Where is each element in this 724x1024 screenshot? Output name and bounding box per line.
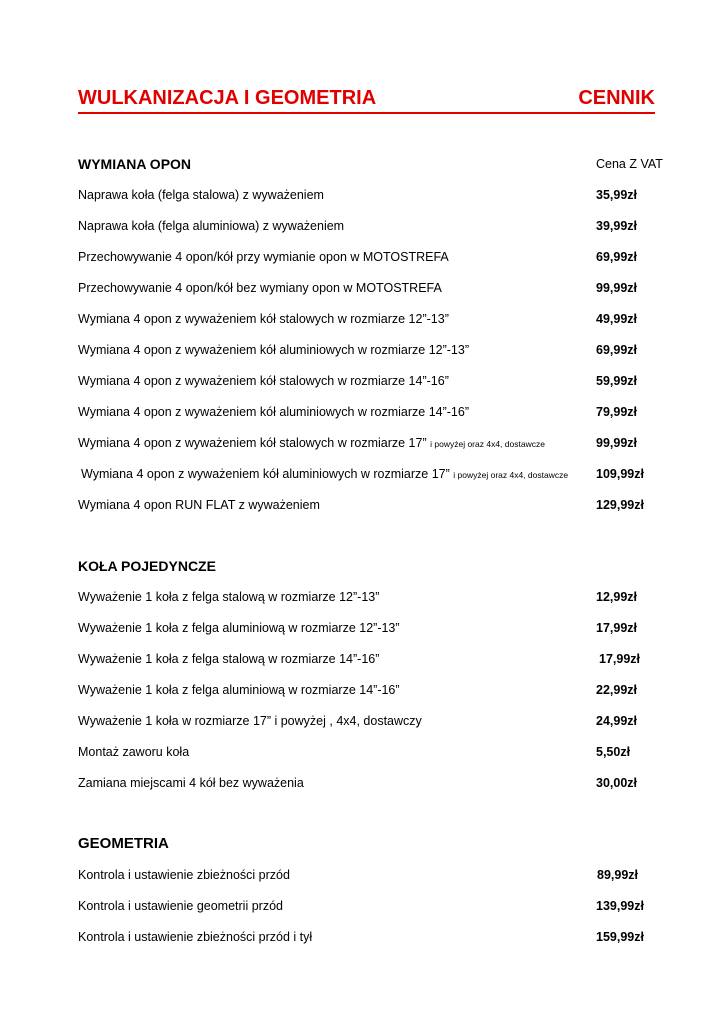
section-heading-kola: KOŁA POJEDYNCZE <box>78 558 216 574</box>
document-title <box>78 86 655 114</box>
price-row <box>78 496 658 514</box>
service-label: Wyważenie 1 koła z felga aluminiową w rozmiarze 12”-13” <box>78 621 400 635</box>
service-price: 17,99zł <box>596 621 638 635</box>
title-workshop: WULKANIZACJA I GEOMETRIA <box>78 87 377 109</box>
service-label-main: Wymiana 4 opon z wyważeniem kół aluminiowych w rozmiarze 17” <box>81 467 450 481</box>
service-price: 39,99zł <box>596 219 638 233</box>
price-row <box>78 279 658 297</box>
service-label: Wyważenie 1 koła z felga aluminiową w rozmiarze 14”-16” <box>78 683 400 697</box>
price-row <box>78 217 658 235</box>
price-row <box>78 743 658 761</box>
service-price: 69,99zł <box>596 250 638 264</box>
section-heading-wymiana: WYMIANA OPON <box>78 156 192 172</box>
service-price: 79,99zł <box>596 405 638 419</box>
section-heading-geometria: GEOMETRIA <box>78 835 169 852</box>
service-price: 69,99zł <box>596 343 638 357</box>
service-label: Montaż zaworu koła <box>78 745 190 759</box>
title-cennik: CENNIK <box>578 87 655 109</box>
price-row <box>78 403 658 421</box>
service-price: 24,99zł <box>596 714 638 728</box>
service-price: 109,99zł <box>596 467 644 481</box>
price-row <box>78 712 658 730</box>
service-label: Wymiana 4 opon z wyważeniem kół aluminiowych w rozmiarze 14”-16” <box>78 405 470 419</box>
price-row <box>78 372 658 390</box>
service-price: 22,99zł <box>596 683 638 697</box>
service-price: 49,99zł <box>596 312 638 326</box>
service-label: Kontrola i ustawienie zbieżności przód <box>78 868 290 882</box>
service-price: 30,00zł <box>596 776 638 790</box>
price-column-header: Cena Z VAT <box>596 157 663 171</box>
price-row <box>78 248 658 266</box>
service-price: 17,99zł <box>599 652 641 666</box>
service-label: Kontrola i ustawienie zbieżności przód i tył <box>78 930 313 944</box>
service-price: 139,99zł <box>596 899 644 913</box>
service-label: Wymiana 4 opon z wyważeniem kół stalowych w rozmiarze 12”-13” <box>78 312 449 326</box>
service-price: 159,99zł <box>596 930 644 944</box>
price-row <box>78 465 658 483</box>
service-price: 89,99zł <box>597 868 639 882</box>
service-price: 12,99zł <box>596 590 638 604</box>
service-price: 59,99zł <box>596 374 638 388</box>
service-label-main: Wymiana 4 opon z wyważeniem kół stalowych w rozmiarze 17” <box>78 436 427 450</box>
service-label-note: i powyżej oraz 4x4, dostawcze <box>430 439 545 449</box>
price-row <box>78 588 658 606</box>
service-label: Zamiana miejscami 4 kół bez wyważenia <box>78 776 304 790</box>
price-row <box>78 928 658 946</box>
price-row <box>78 897 658 915</box>
service-label: Wyważenie 1 koła z felga stalową w rozmiarze 14”-16” <box>78 652 380 666</box>
service-price: 5,50zł <box>596 745 631 759</box>
service-label: Wyważenie 1 koła w rozmiarze 17” i powyżej , 4x4, dostawczy <box>78 714 422 728</box>
service-label: Przechowywanie 4 opon/kół przy wymianie opon w MOTOSTREFA <box>78 250 449 264</box>
service-label-note: i powyżej oraz 4x4, dostawcze <box>453 470 569 480</box>
price-row <box>78 310 658 328</box>
service-label: Naprawa koła (felga aluminiowa) z wyważeniem <box>78 219 345 233</box>
service-label: Wyważenie 1 koła z felga stalową w rozmiarze 12”-13” <box>78 590 380 604</box>
price-row <box>78 774 658 792</box>
service-label: Naprawa koła (felga stalowa) z wyważeniem <box>78 188 324 202</box>
service-label: Kontrola i ustawienie geometrii przód <box>78 899 283 913</box>
service-label <box>78 434 545 453</box>
price-row <box>78 434 658 452</box>
price-row <box>78 341 658 359</box>
service-price: 129,99zł <box>596 498 644 512</box>
price-row <box>78 681 658 699</box>
service-label: Wymiana 4 opon z wyważeniem kół stalowych w rozmiarze 14”-16” <box>78 374 449 388</box>
service-price: 35,99zł <box>596 188 638 202</box>
service-label <box>81 465 568 484</box>
service-label: Wymiana 4 opon RUN FLAT z wyważeniem <box>78 498 320 512</box>
price-row <box>78 619 658 637</box>
service-price: 99,99zł <box>596 436 638 450</box>
price-row <box>78 186 658 204</box>
service-label: Przechowywanie 4 opon/kół bez wymiany opon w MOTOSTREFA <box>78 281 442 295</box>
price-row <box>78 650 658 668</box>
service-label: Wymiana 4 opon z wyważeniem kół aluminiowych w rozmiarze 12”-13” <box>78 343 470 357</box>
service-price: 99,99zł <box>596 281 638 295</box>
price-row <box>78 866 658 884</box>
